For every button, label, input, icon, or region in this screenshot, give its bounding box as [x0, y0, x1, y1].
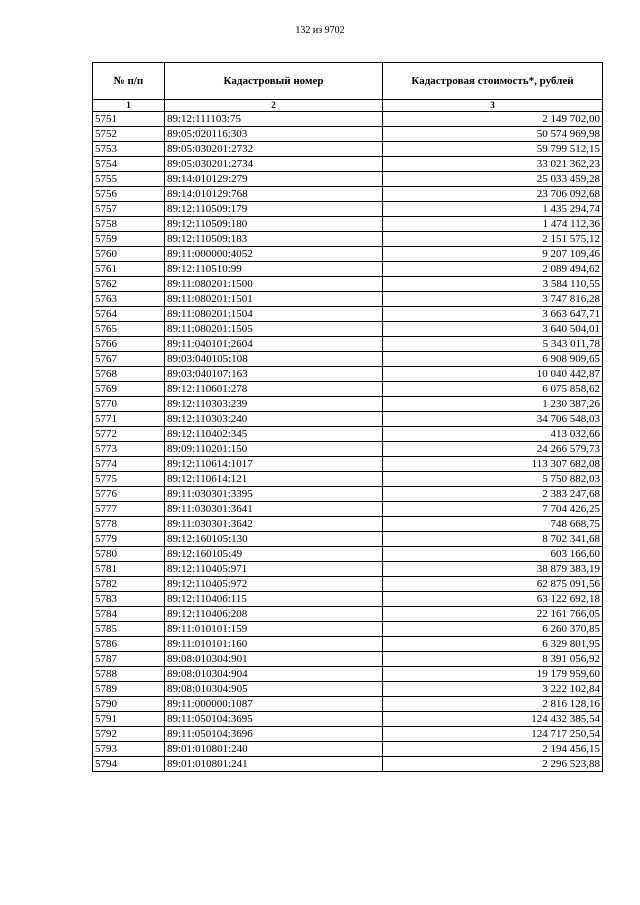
cadastral-value-cell: 2 816 128,16 [383, 697, 603, 712]
cadastral-number-cell: 89:12:110614:1017 [165, 457, 383, 472]
table-row [93, 232, 603, 247]
cadastral-value-cell: 124 717 250,54 [383, 727, 603, 742]
cadastral-number-cell: 89:12:110405:972 [165, 577, 383, 592]
table-body [93, 112, 603, 772]
table-row [93, 307, 603, 322]
cadastral-number-cell: 89:12:110303:239 [165, 397, 383, 412]
cadastral-value-cell: 124 432 385,54 [383, 712, 603, 727]
cadastral-value-cell: 25 033 459,28 [383, 172, 603, 187]
cadastral-number-cell: 89:05:020116:303 [165, 127, 383, 142]
row-number-cell: 5758 [93, 217, 165, 232]
cadastral-value-cell: 2 383 247,68 [383, 487, 603, 502]
column-number-3: 3 [383, 100, 603, 112]
table-row [93, 742, 603, 757]
table-row [93, 277, 603, 292]
table-row [93, 202, 603, 217]
cadastral-value-cell: 63 122 692,18 [383, 592, 603, 607]
cadastral-value-cell: 1 230 387,26 [383, 397, 603, 412]
cadastral-value-cell: 8 702 341,68 [383, 532, 603, 547]
cadastral-value-cell: 5 343 011,78 [383, 337, 603, 352]
cadastral-number-cell: 89:11:040101:2604 [165, 337, 383, 352]
cadastral-number-cell: 89:11:030301:3641 [165, 502, 383, 517]
row-number-cell: 5789 [93, 682, 165, 697]
table-row [93, 517, 603, 532]
cadastral-number-cell: 89:01:010801:240 [165, 742, 383, 757]
row-number-cell: 5770 [93, 397, 165, 412]
row-number-cell: 5751 [93, 112, 165, 127]
cadastral-value-cell: 413 032,66 [383, 427, 603, 442]
column-number-1: 1 [93, 100, 165, 112]
row-number-cell: 5762 [93, 277, 165, 292]
row-number-cell: 5780 [93, 547, 165, 562]
row-number-cell: 5765 [93, 322, 165, 337]
cadastral-number-cell: 89:12:110509:180 [165, 217, 383, 232]
cadastral-value-cell: 33 021 362,23 [383, 157, 603, 172]
cadastral-value-cell: 3 663 647,71 [383, 307, 603, 322]
cadastral-value-cell: 3 747 816,28 [383, 292, 603, 307]
row-number-cell: 5771 [93, 412, 165, 427]
row-number-cell: 5778 [93, 517, 165, 532]
cadastral-value-cell: 6 075 858,62 [383, 382, 603, 397]
cadastral-number-cell: 89:12:110406:115 [165, 592, 383, 607]
table-row [93, 262, 603, 277]
table-row [93, 472, 603, 487]
cadastral-number-cell: 89:14:010129:279 [165, 172, 383, 187]
cadastral-value-cell: 3 222 102,84 [383, 682, 603, 697]
table-row [93, 172, 603, 187]
cadastral-value-cell: 22 161 766,05 [383, 607, 603, 622]
cadastral-number-cell: 89:03:040107:163 [165, 367, 383, 382]
row-number-cell: 5792 [93, 727, 165, 742]
table-row [93, 532, 603, 547]
cadastral-value-cell: 113 307 682,08 [383, 457, 603, 472]
row-number-cell: 5766 [93, 337, 165, 352]
row-number-cell: 5784 [93, 607, 165, 622]
table-row [93, 217, 603, 232]
table-row [93, 502, 603, 517]
cadastral-value-cell: 19 179 959,60 [383, 667, 603, 682]
cadastral-number-cell: 89:12:110510:99 [165, 262, 383, 277]
column-number-2: 2 [165, 100, 383, 112]
cadastral-value-cell: 62 875 091,56 [383, 577, 603, 592]
cadastral-value-cell: 59 799 512,15 [383, 142, 603, 157]
table-row [93, 187, 603, 202]
table-row [93, 547, 603, 562]
table-header-row [93, 63, 603, 100]
cadastral-number-cell: 89:11:080201:1500 [165, 277, 383, 292]
cadastral-value-cell: 7 704 426,25 [383, 502, 603, 517]
cadastral-value-cell: 2 149 702,00 [383, 112, 603, 127]
cadastral-number-cell: 89:12:111103:75 [165, 112, 383, 127]
cadastral-number-cell: 89:11:030301:3395 [165, 487, 383, 502]
row-number-cell: 5754 [93, 157, 165, 172]
cadastral-number-cell: 89:11:080201:1504 [165, 307, 383, 322]
table-row [93, 352, 603, 367]
table-row [93, 322, 603, 337]
cadastral-value-cell: 34 706 548,03 [383, 412, 603, 427]
cadastral-number-cell: 89:12:160105:130 [165, 532, 383, 547]
table-row [93, 592, 603, 607]
table-row [93, 757, 603, 772]
cadastral-value-cell: 9 207 109,46 [383, 247, 603, 262]
table-row [93, 397, 603, 412]
page-number-header: 132 из 9702 [295, 25, 345, 36]
row-number-cell: 5769 [93, 382, 165, 397]
cadastral-value-cell: 2 194 456,15 [383, 742, 603, 757]
row-number-cell: 5786 [93, 637, 165, 652]
table-row [93, 412, 603, 427]
row-number-cell: 5759 [93, 232, 165, 247]
row-number-cell: 5760 [93, 247, 165, 262]
cadastral-value-cell: 2 089 494,62 [383, 262, 603, 277]
row-number-cell: 5777 [93, 502, 165, 517]
row-number-cell: 5755 [93, 172, 165, 187]
cadastral-value-cell: 5 750 882,03 [383, 472, 603, 487]
table-row [93, 577, 603, 592]
header-cadastral-number: Кадастровый номер [165, 63, 383, 100]
row-number-cell: 5793 [93, 742, 165, 757]
table-row [93, 622, 603, 637]
table-row [93, 682, 603, 697]
cadastral-value-cell: 603 166,60 [383, 547, 603, 562]
cadastral-number-cell: 89:11:080201:1505 [165, 322, 383, 337]
cadastral-number-cell: 89:11:010101:159 [165, 622, 383, 637]
cadastral-number-cell: 89:11:030301:3642 [165, 517, 383, 532]
cadastral-value-cell: 8 391 056,92 [383, 652, 603, 667]
row-number-cell: 5774 [93, 457, 165, 472]
table-row [93, 487, 603, 502]
row-number-cell: 5782 [93, 577, 165, 592]
table-row [93, 427, 603, 442]
row-number-cell: 5787 [93, 652, 165, 667]
table-row [93, 247, 603, 262]
row-number-cell: 5772 [93, 427, 165, 442]
cadastral-number-cell: 89:08:010304:904 [165, 667, 383, 682]
row-number-cell: 5794 [93, 757, 165, 772]
table-row [93, 562, 603, 577]
table-row [93, 712, 603, 727]
cadastral-number-cell: 89:11:000000:1087 [165, 697, 383, 712]
table-row [93, 367, 603, 382]
cadastral-number-cell: 89:11:050104:3696 [165, 727, 383, 742]
cadastral-number-cell: 89:12:110509:183 [165, 232, 383, 247]
table-row [93, 667, 603, 682]
cadastral-number-cell: 89:05:030201:2734 [165, 157, 383, 172]
cadastral-value-cell: 50 574 969,98 [383, 127, 603, 142]
cadastral-value-cell: 3 640 504,01 [383, 322, 603, 337]
table-row [93, 637, 603, 652]
cadastral-value-cell: 6 260 370,85 [383, 622, 603, 637]
table-row [93, 652, 603, 667]
cadastral-number-cell: 89:11:000000:4052 [165, 247, 383, 262]
cadastral-number-cell: 89:03:040105:108 [165, 352, 383, 367]
cadastral-value-cell: 3 584 110,55 [383, 277, 603, 292]
cadastral-number-cell: 89:12:160105:49 [165, 547, 383, 562]
cadastral-value-cell: 24 266 579,73 [383, 442, 603, 457]
row-number-cell: 5773 [93, 442, 165, 457]
row-number-cell: 5753 [93, 142, 165, 157]
table-row [93, 127, 603, 142]
table-row [93, 442, 603, 457]
row-number-cell: 5752 [93, 127, 165, 142]
cadastral-value-cell: 6 908 909,65 [383, 352, 603, 367]
table-row [93, 157, 603, 172]
cadastral-number-cell: 89:11:010101:160 [165, 637, 383, 652]
cadastral-number-cell: 89:12:110402:345 [165, 427, 383, 442]
cadastral-number-cell: 89:08:010304:905 [165, 682, 383, 697]
table-row [93, 697, 603, 712]
row-number-cell: 5785 [93, 622, 165, 637]
cadastral-number-cell: 89:14:010129:768 [165, 187, 383, 202]
row-number-cell: 5756 [93, 187, 165, 202]
cadastral-value-cell: 2 151 575,12 [383, 232, 603, 247]
cadastral-value-cell: 38 879 383,19 [383, 562, 603, 577]
row-number-cell: 5767 [93, 352, 165, 367]
row-number-cell: 5757 [93, 202, 165, 217]
cadastral-number-cell: 89:12:110601:278 [165, 382, 383, 397]
row-number-cell: 5763 [93, 292, 165, 307]
row-number-cell: 5761 [93, 262, 165, 277]
table-row [93, 382, 603, 397]
cadastral-number-cell: 89:08:010304:901 [165, 652, 383, 667]
table-row [93, 337, 603, 352]
table-row [93, 112, 603, 127]
row-number-cell: 5791 [93, 712, 165, 727]
row-number-cell: 5768 [93, 367, 165, 382]
cadastral-value-cell: 748 668,75 [383, 517, 603, 532]
cadastral-number-cell: 89:12:110406:208 [165, 607, 383, 622]
header-row-number: № п/п [93, 63, 165, 100]
row-number-cell: 5781 [93, 562, 165, 577]
cadastral-value-cell: 6 329 801,95 [383, 637, 603, 652]
table-row [93, 142, 603, 157]
row-number-cell: 5788 [93, 667, 165, 682]
cadastral-value-cell: 2 296 523,88 [383, 757, 603, 772]
cadastral-number-cell: 89:11:050104:3695 [165, 712, 383, 727]
table-row [93, 727, 603, 742]
cadastral-number-cell: 89:12:110303:240 [165, 412, 383, 427]
row-number-cell: 5764 [93, 307, 165, 322]
cadastral-value-cell: 1 435 294,74 [383, 202, 603, 217]
cadastral-number-cell: 89:05:030201:2732 [165, 142, 383, 157]
table-row [93, 292, 603, 307]
row-number-cell: 5783 [93, 592, 165, 607]
cadastral-number-cell: 89:01:010801:241 [165, 757, 383, 772]
table-row [93, 607, 603, 622]
column-number-row [93, 100, 603, 112]
row-number-cell: 5790 [93, 697, 165, 712]
cadastral-value-table [92, 62, 603, 772]
row-number-cell: 5776 [93, 487, 165, 502]
cadastral-number-cell: 89:11:080201:1501 [165, 292, 383, 307]
cadastral-number-cell: 89:12:110405:971 [165, 562, 383, 577]
row-number-cell: 5779 [93, 532, 165, 547]
cadastral-value-cell: 10 040 442,87 [383, 367, 603, 382]
cadastral-number-cell: 89:12:110509:179 [165, 202, 383, 217]
header-cadastral-value: Кадастровая стоимость*, рублей [383, 63, 603, 100]
row-number-cell: 5775 [93, 472, 165, 487]
cadastral-value-cell: 23 706 092,68 [383, 187, 603, 202]
cadastral-value-cell: 1 474 112,36 [383, 217, 603, 232]
table-row [93, 457, 603, 472]
cadastral-number-cell: 89:12:110614:121 [165, 472, 383, 487]
cadastral-number-cell: 89:09:110201:150 [165, 442, 383, 457]
